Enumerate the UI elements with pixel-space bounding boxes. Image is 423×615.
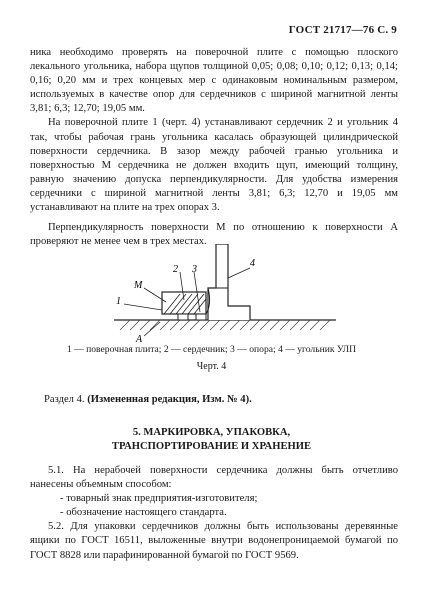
figure-label-3: 3 [192,264,197,275]
paragraph-5-1: 5.1. На нерабочей поверхности сердечника должны быть отчетливо нанесены объемным способом: [30,465,398,491]
page-header: ГОСТ 21717—76 С. 9 [288,24,397,36]
text-block-top [30,46,398,249]
list-item: - товарный знак предприятия-изготовителя; [30,492,398,506]
paragraph-1: ника необходимо проверять на поверочной плите с помощью плоского лекального угольника, набора щупов толщиной 0,05; 0,08; 0,10; 0,12; 0,13; 0,14; 0,16; 0,20 мм и трех концевых мер с одинаковым номинальным размером, используемых в качестве опор для сердечников с шириной магнитной ленты 3,81; 6,3; 12,70; 19,05 мм. [30,47,398,115]
figure-caption: 1 — поверочная плита; 2 — сердечник; 3 — опора; 4 — угольник УЛП [66,344,357,355]
paragraph-3: Перпендикулярность поверхности М по отношению к поверхности А проверяют не менее чем в трех местах. [30,222,398,248]
section-5-title: 5. МАРКИРОВКА, УПАКОВКА, ТРАНСПОРТИРОВАНИЕ И ХРАНЕНИЕ [111,427,312,452]
list-item: - обозначение настоящего стандарта. [30,506,398,520]
figure-label-1: 1 [116,296,121,307]
text-block-bottom [30,464,398,563]
figure-label-4: 4 [250,258,255,269]
figure-label-m: M [134,280,143,291]
paragraph-5-2: 5.2. Для упаковки сердечников должны быть использованы деревянные ящики по ГОСТ 16511, выложенные внутри водонепроницаемой бумагой по ГОСТ 8828 или парафинированной бумагой по ГОСТ 9569. [30,521,398,561]
figure-label-2: 2 [173,264,178,275]
paragraph-2: На поверочной плите 1 (черт. 4) устанавливают сердечник 2 и угольник 4 так, чтобы рабочая грань угольника касалась образующей цилиндрической поверхности сердечника. В зазор между рабочей гранью угольника и поверхностью М сердечника не должен входить щуп, имеющий толщину, равную значению допуска перпендикулярности. Для удобства измерения сердечники с шириной магнитной ленты 3,81; 6,3; 12,70 и 19,05 мм устанавливают на плите на трех опорах 3. [30,117,398,214]
marking-list [30,492,398,520]
figure-4-drawing [100,244,340,344]
section-4-note: Раздел 4. (Измененная редакция, Изм. № 4). [44,394,252,405]
figure-label-a: A [136,334,143,344]
figure-number: Черт. 4 [196,361,227,372]
